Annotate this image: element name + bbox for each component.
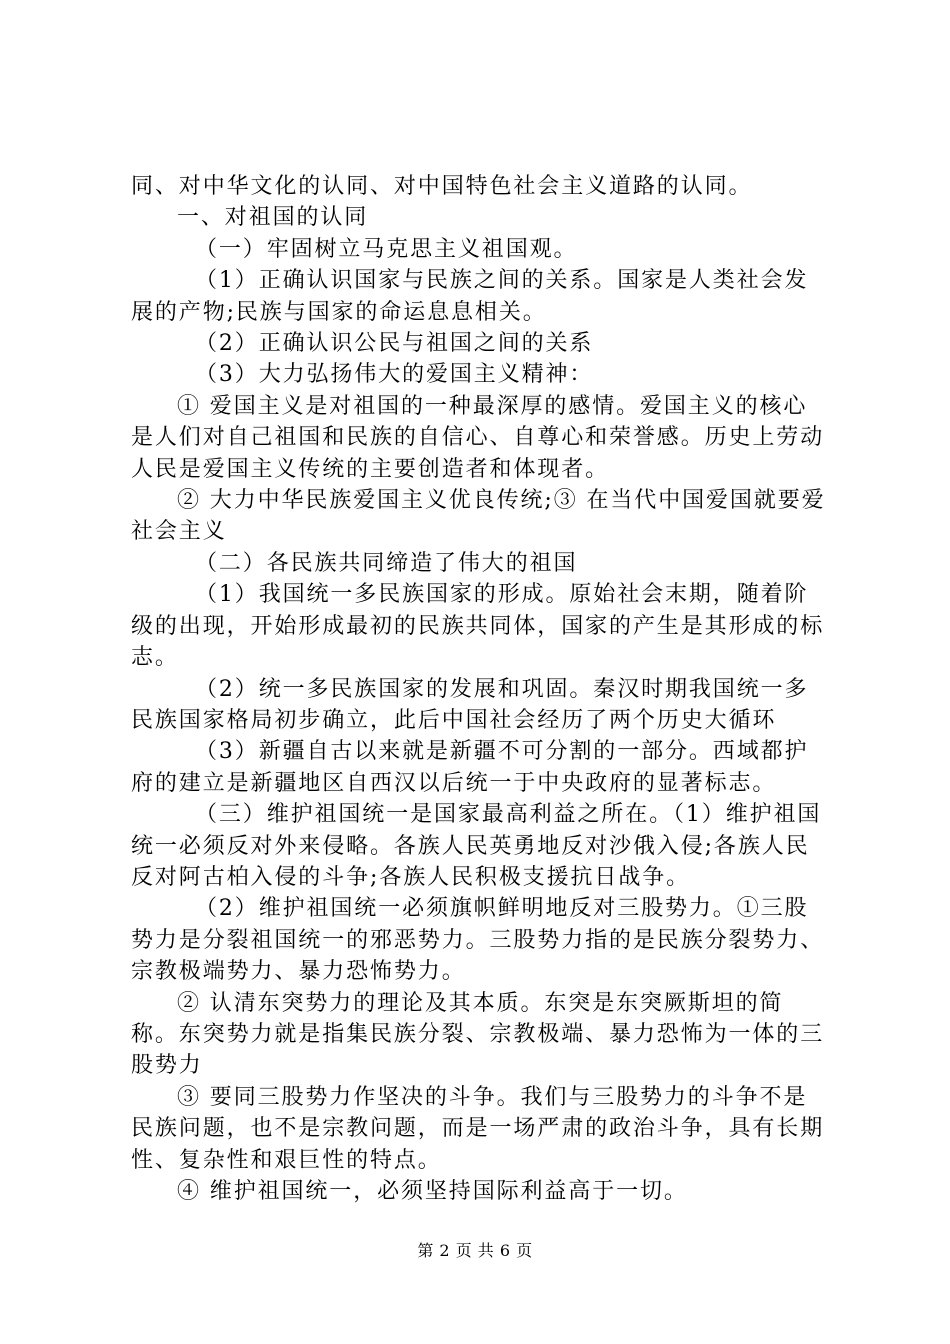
paragraph-1-2-3: （3）新疆自古以来就是新疆不可分割的一部分。西域都护府的建立是新疆地区自西汉以后统一于中央政府的显著标志。 bbox=[131, 739, 809, 796]
paragraph-1-1-1: （1）正确认识国家与民族之间的关系。国家是人类社会发展的产物;民族与国家的命运息息相关。 bbox=[131, 268, 809, 325]
paragraph-point-2-3: ② 大力中华民族爱国主义优良传统;③ 在当代中国爱国就要爱社会主义 bbox=[131, 488, 826, 545]
subsection-heading-1-3: （三）维护祖国统一是国家最高利益之所在。（1）维护祖国统一必须反对外来侵略。各族人民英勇地反对沙俄入侵;各族人民反对阿古柏入侵的斗争;各族人民积极支援抗日战争。 bbox=[131, 802, 822, 890]
paragraph-1-3-2: （2）维护祖国统一必须旗帜鲜明地反对三股势力。①三股势力是分裂祖国统一的邪恶势力。三股势力指的是民族分裂势力、宗教极端势力、暴力恐怖势力。 bbox=[131, 896, 825, 985]
document-body bbox=[131, 171, 831, 1207]
subsection-heading-1-2: （二）各民族共同缔造了伟大的祖国 bbox=[195, 550, 578, 576]
paragraph-continuation: 同、对中华文化的认同、对中国特色社会主义道路的认同。 bbox=[131, 174, 753, 199]
section-heading-1: 一、对祖国的认同 bbox=[177, 205, 369, 231]
paragraph-1-2-1: （1）我国统一多民族国家的形成。原始社会末期，随着阶级的出现，开始形成最初的民族共同体，国家的产生是其形成的标志。 bbox=[131, 582, 825, 671]
paragraph-point-1: ① 爱国主义是对祖国的一种最深厚的感情。爱国主义的核心是人们对自己祖国和民族的自信心、自尊心和荣誉感。历史上劳动人民是爱国主义传统的主要创造者和体现者。 bbox=[131, 393, 825, 482]
paragraph-point-2: ② 认清东突势力的理论及其本质。东突是东突厥斯坦的简称。东突势力就是指集民族分裂、宗教极端、暴力恐怖为一体的三股势力 bbox=[131, 990, 825, 1079]
paragraph-1-2-2: （2）统一多民族国家的发展和巩固。秦汉时期我国统一多民族国家格局初步确立，此后中国社会经历了两个历史大循环 bbox=[131, 676, 809, 733]
paragraph-point-4: ④ 维护祖国统一，必须坚持国际利益高于一切。 bbox=[177, 1179, 688, 1204]
page-footer: 第 2 页 共 6 页 bbox=[417, 1241, 533, 1260]
paragraph-1-1-2: （2）正确认识公民与祖国之间的关系 bbox=[195, 331, 594, 357]
paragraph-point-3: ③ 要同三股势力作坚决的斗争。我们与三股势力的斗争不是民族问题，也不是宗教问题，而是一场严肃的政治斗争，具有长期性、复杂性和艰巨性的特点。 bbox=[131, 1084, 825, 1173]
paragraph-1-1-3: （3）大力弘扬伟大的爱国主义精神： bbox=[195, 362, 594, 388]
subsection-heading-1-1: （一）牢固树立马克思主义祖国观。 bbox=[195, 236, 578, 262]
